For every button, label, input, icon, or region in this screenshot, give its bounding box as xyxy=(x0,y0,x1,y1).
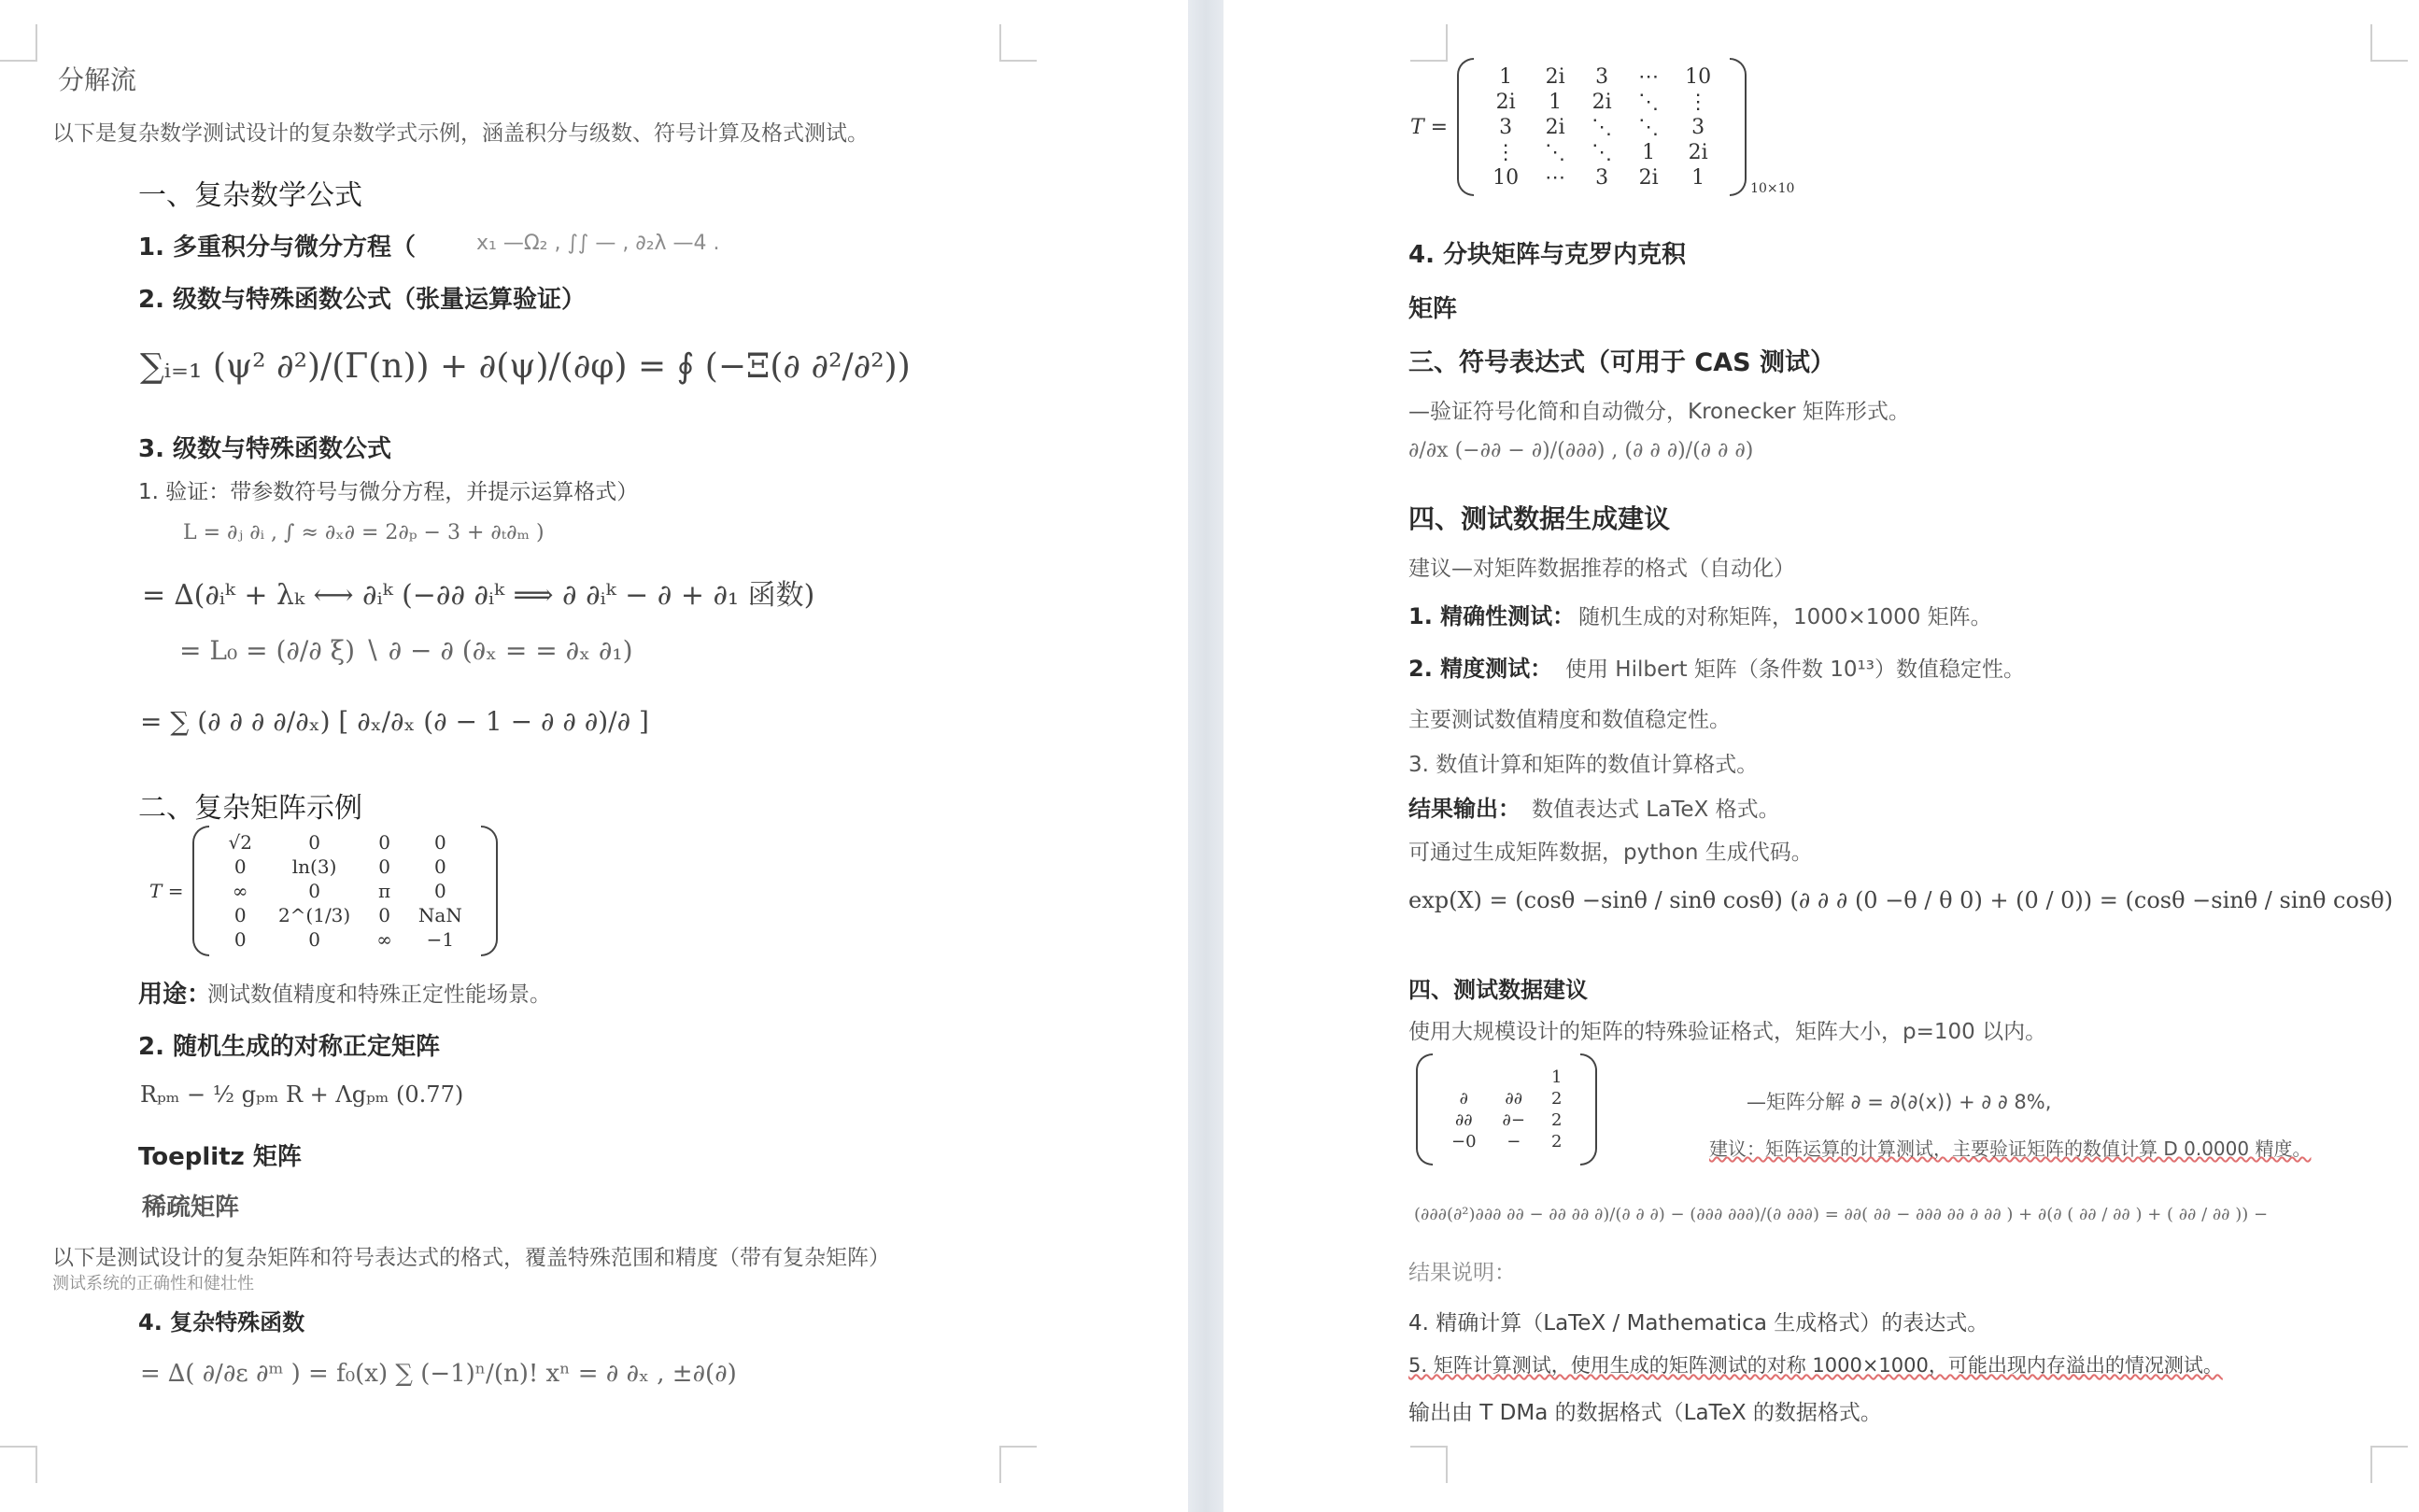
matrix-cell: ⋱ xyxy=(1591,140,1613,164)
matrix-label: T = xyxy=(149,880,184,902)
matrix-cell: 1 xyxy=(1499,64,1513,89)
crop-mark xyxy=(999,1446,1037,1483)
matrix-note: 建议：矩阵运算的计算测试，主要验证矩阵的数值计算 D 0.0000 精度。 xyxy=(1709,1138,2312,1160)
matrix-bracket-left xyxy=(1457,58,1474,196)
matrix-cell: 3 xyxy=(1595,64,1609,89)
list-item: 4. 分块矩阵与克罗内克积 xyxy=(1408,241,1687,269)
matrix-cell: 3 xyxy=(1691,115,1705,139)
list-item-note: 1. 验证：带参数符号与微分方程，并提示运算格式） xyxy=(138,480,639,504)
subheading: 稀疏矩阵 xyxy=(142,1194,240,1222)
matrix-toeplitz xyxy=(1410,58,1794,196)
list-item: 矩阵 xyxy=(1408,295,1458,323)
matrix-cell: 2 xyxy=(1550,1110,1563,1130)
page-header: 分解流 xyxy=(58,64,137,95)
formula-line: L = ∂ⱼ ∂ᵢ , ∫ ≈ ∂ₓ∂ = 2∂ₚ − 3 + ∂ₜ∂ₘ ) xyxy=(183,521,545,544)
matrix-cell: 2i xyxy=(1495,90,1516,114)
matrix-cell: ⋱ xyxy=(1591,115,1613,139)
matrix-cell: −0 xyxy=(1451,1132,1477,1152)
matrix-cell: ∂∂ xyxy=(1505,1089,1523,1109)
usage-label: 用途： xyxy=(138,981,212,1009)
matrix-cell: ⋮ xyxy=(1495,140,1517,164)
matrix-cell: 2i xyxy=(1638,165,1659,190)
paragraph: 以下是测试设计的复杂矩阵和符号表达式的格式，覆盖特殊范围和精度（带有复杂矩阵） xyxy=(52,1246,890,1270)
symbolic-formula: ∂/∂x (−∂∂ − ∂)/(∂∂∂) , (∂ ∂ ∂)/(∂ ∂ ∂) xyxy=(1408,439,1754,462)
section-title: 四、测试数据生成建议 xyxy=(1408,503,1671,534)
list-item: 输出由 T DMa 的数据格式（LaTeX 的数据格式。 xyxy=(1408,1401,1882,1425)
matrix-cell: 1 xyxy=(1549,90,1563,114)
paragraph: 可通过生成矩阵数据，python 生成代码。 xyxy=(1408,841,1813,865)
list-item: 5. 矩阵计算测试，使用生成的矩阵测试的对称 1000×1000，可能出现内存溢出的情况测试。 xyxy=(1408,1354,2223,1377)
paragraph: 建议—对矩阵数据推荐的格式（自动化） xyxy=(1408,557,1795,581)
matrix-cell: 0 xyxy=(433,831,446,854)
matrix-label: T = xyxy=(1410,115,1449,139)
matrix-cell: 2i xyxy=(1545,115,1565,139)
formula-line: = L₀ = (∂/∂ ξ) ∖ ∂ − ∂ (∂ₓ = = ∂ₓ ∂₁) xyxy=(179,635,633,666)
matrix-bracket-right xyxy=(1580,1053,1597,1166)
matrix-table xyxy=(1479,64,1724,191)
matrix-cell: √2 xyxy=(228,831,252,854)
matrix-cell xyxy=(1438,1067,1490,1088)
matrix-cell: 1 xyxy=(1691,165,1705,190)
document-page-right[interactable] xyxy=(1224,0,2419,1512)
matrix-cell xyxy=(1490,1067,1538,1088)
matrix-cell: ⋮ xyxy=(1688,90,1709,114)
document-page-left[interactable] xyxy=(0,0,1188,1512)
matrix-bracket-left xyxy=(192,826,209,956)
matrix-cell: 2i xyxy=(1591,90,1612,114)
matrix-cell: 0 xyxy=(308,831,320,854)
footnote: 结果说明： xyxy=(1408,1261,1516,1285)
suggestion-label: 1. 精确性测试： xyxy=(1408,603,1576,629)
list-item: 3. 数值计算和矩阵的数值计算格式。 xyxy=(1408,753,1759,777)
section-title: 二、复杂矩阵示例 xyxy=(138,792,362,825)
matrix-cell: 0 xyxy=(233,928,247,951)
matrix-cell: π xyxy=(377,880,391,902)
matrix-cell: 3 xyxy=(1499,115,1513,139)
list-item: 3. 级数与特殊函数公式 xyxy=(138,435,392,463)
matrix-cell: ∂− xyxy=(1502,1110,1525,1130)
matrix-diagonal xyxy=(149,826,498,956)
matrix-cell: 2i xyxy=(1688,140,1708,164)
matrix-cell: ⋱ xyxy=(1638,90,1660,114)
matrix-cell: 10 xyxy=(1492,165,1520,190)
list-item: 4. 复杂特殊函数 xyxy=(138,1309,305,1335)
usage-text: 测试数值精度和特殊正定性能场景。 xyxy=(207,982,551,1007)
crop-mark xyxy=(1410,1446,1448,1483)
matrix-cell: 1 xyxy=(1550,1067,1563,1087)
list-item: 4. 精确计算（LaTeX / Mathematica 生成格式）的表达式。 xyxy=(1408,1311,1989,1335)
crop-mark xyxy=(2370,24,2408,62)
matrix-cell: ⋯ xyxy=(1545,165,1566,190)
matrix-cell: 2 xyxy=(1550,1132,1563,1152)
matrix-cell: ∞ xyxy=(376,928,392,951)
list-item: 2. 级数与特殊函数公式（张量运算验证） xyxy=(138,286,587,314)
matrix-block xyxy=(1416,1053,1597,1166)
suggestion-text: 随机生成的对称矩阵，1000×1000 矩阵。 xyxy=(1578,605,1992,629)
matrix-cell: 0 xyxy=(433,855,446,878)
matrix-cell: NaN xyxy=(417,904,462,926)
matrix-cell: ∂ xyxy=(1459,1089,1468,1109)
matrix-cell: 0 xyxy=(233,904,247,926)
section-title: 一、复杂数学公式 xyxy=(138,179,362,212)
section-title: 四、测试数据建议 xyxy=(1408,977,1588,1003)
list-item: 2. 随机生成的对称正定矩阵 xyxy=(138,1033,441,1061)
paragraph: —验证符号化简和自动微分，Kronecker 矩阵形式。 xyxy=(1408,400,1910,424)
matrix-cell: 3 xyxy=(1595,165,1609,190)
formula-line: = ∆(∂ᵢᵏ + λₖ ⟷ ∂ᵢᵏ (−∂∂ ∂ᵢᵏ ⟹ ∂ ∂ᵢᵏ − ∂ + ∂₁ 函数) xyxy=(142,579,815,612)
matrix-cell: − xyxy=(1507,1132,1521,1152)
formula-random: Rₚₘ − ½ gₚₘ R + Λgₚₘ (0.77) xyxy=(140,1081,464,1108)
list-item-formula: x₁ —Ω₂ , ∫∫ — , ∂₂λ —4 . xyxy=(476,232,720,255)
intro-paragraph: 以下是复杂数学测试设计的复杂数学式示例，涵盖积分与级数、符号计算及格式测试。 xyxy=(52,121,869,146)
matrix-bracket-left xyxy=(1416,1053,1433,1166)
matrix-cell: ∂∂ xyxy=(1454,1110,1473,1130)
output-text: 数值表达式 LaTeX 格式。 xyxy=(1532,798,1780,822)
subheading: Toeplitz 矩阵 xyxy=(138,1143,302,1171)
matrix-cell: 0 xyxy=(433,880,446,902)
matrix-cell: 0 xyxy=(308,928,320,951)
matrix-bracket-right xyxy=(481,826,498,956)
crop-mark xyxy=(2370,1446,2408,1483)
page-gutter xyxy=(1188,0,1224,1512)
paragraph-sub: 测试系统的正确性和健壮性 xyxy=(52,1274,254,1293)
matrix-table xyxy=(215,830,474,952)
suggestion-label: 2. 精度测试： xyxy=(1408,656,1553,682)
matrix-cell: ⋱ xyxy=(1638,115,1660,139)
crop-mark xyxy=(0,1446,37,1483)
matrix-cell: 1 xyxy=(1642,140,1656,164)
matrix-cell: ⋱ xyxy=(1545,140,1566,164)
matrix-cell: 10 xyxy=(1685,64,1712,89)
matrix-cell: ln(3) xyxy=(291,855,337,878)
matrix-cell: 0 xyxy=(378,855,390,878)
output-label: 结果输出： xyxy=(1408,796,1521,822)
formula-line: = ∑ (∂ ∂ ∂ ∂/∂ₓ) [ ∂ₓ/∂ₓ (∂ − 1 − ∂ ∂ ∂)/∂ ] xyxy=(140,706,649,737)
matrix-size: 10×10 xyxy=(1750,181,1795,196)
long-formula: (∂∂∂(∂²)∂∂∂ ∂∂ − ∂∂ ∂∂ ∂)/(∂ ∂ ∂) − (∂∂∂ ∂∂∂)/(∂ ∂∂∂) = ∂∂( ∂∂ − ∂∂∂ ∂∂ ∂ ∂∂ ) + ∂(∂ ( ∂∂ / ∂∂ ) + ( ∂∂ / ∂∂ )) − xyxy=(1414,1205,2269,1224)
crop-mark xyxy=(0,24,37,62)
matrix-cell: 0 xyxy=(233,855,247,878)
matrix-cell: 0 xyxy=(378,904,390,926)
formula-exp: exp(X) = (cosθ −sinθ / sinθ cosθ) (∂ ∂ ∂ (0 −θ / θ 0) + (0 / 0)) = (cosθ −sinθ / sinθ cosθ) xyxy=(1408,887,2394,913)
matrix-cell: 0 xyxy=(308,880,320,902)
matrix-table xyxy=(1438,1067,1575,1152)
matrix-note: —矩阵分解 ∂ = ∂(∂(x)) + ∂ ∂ 8%, xyxy=(1747,1091,2052,1113)
crop-mark xyxy=(1410,24,1448,62)
suggestion-text: 使用 Hilbert 矩阵（条件数 10¹³）数值稳定性。 xyxy=(1565,657,2025,682)
matrix-cell: ∞ xyxy=(232,880,248,902)
list-item: 1. 多重积分与微分方程（ xyxy=(138,233,417,261)
section-title: 三、符号表达式（可用于 CAS 测试） xyxy=(1408,348,1835,377)
matrix-cell: −1 xyxy=(426,928,455,951)
matrix-bracket-right xyxy=(1730,58,1747,196)
formula-last: = ∆( ∂/∂ε ∂ᵐ ) = f₀(x) ∑ (−1)ⁿ/(n)! xⁿ = ∂ ∂ₓ , ±∂(∂) xyxy=(140,1360,737,1388)
matrix-cell: 2i xyxy=(1545,64,1565,89)
paragraph: 使用大规模设计的矩阵的特殊验证格式，矩阵大小，p=100 以内。 xyxy=(1408,1020,2047,1044)
matrix-cell: 2 xyxy=(1550,1089,1563,1109)
paragraph: 主要测试数值精度和数值稳定性。 xyxy=(1408,708,1731,732)
matrix-cell: ⋯ xyxy=(1638,64,1660,89)
formula-series: ∑ᵢ₌₁ (ψ² ∂²)/(Γ(n)) + ∂(ψ)/(∂φ) = ∮ (−Ξ(∂ ∂²/∂²)) xyxy=(140,347,911,386)
crop-mark xyxy=(999,24,1037,62)
matrix-cell: 0 xyxy=(378,831,390,854)
matrix-cell: 2^(1/3) xyxy=(277,904,351,926)
